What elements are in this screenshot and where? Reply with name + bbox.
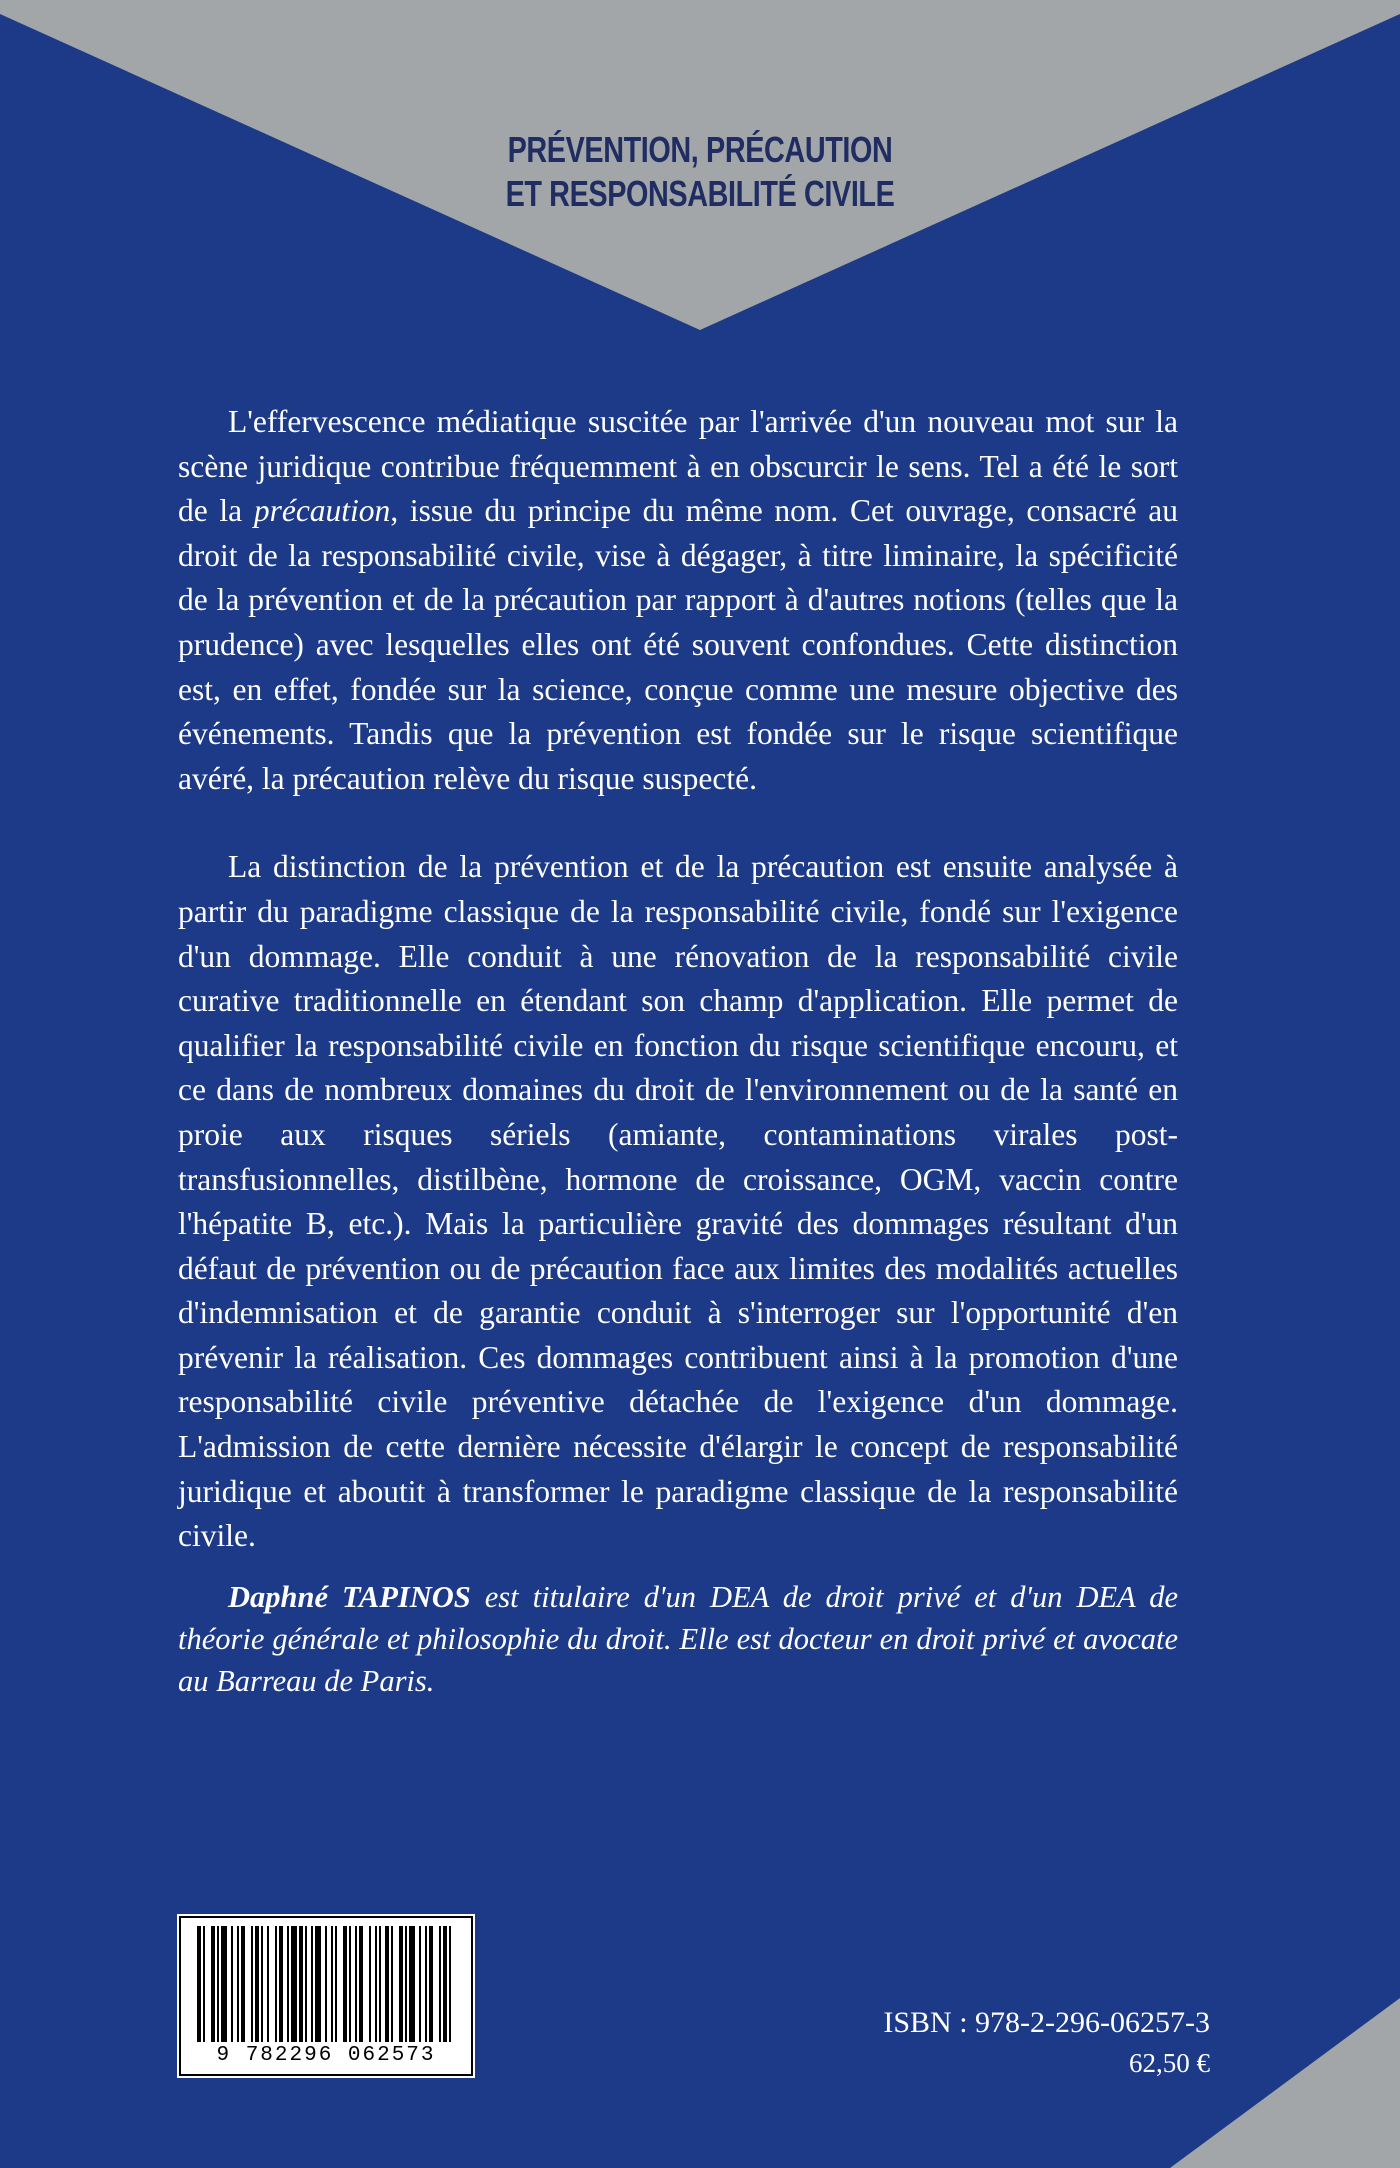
barcode-bar — [405, 1926, 407, 2042]
barcode-bar — [299, 1926, 303, 2042]
barcode-bar — [449, 1926, 451, 2042]
barcode-bar — [443, 1926, 447, 2042]
book-title-line-1: PRÉVENTION, PRÉCAUTION — [507, 129, 893, 170]
barcode-bar — [287, 1926, 289, 2042]
barcode-bar — [231, 1926, 233, 2042]
barcode-bar — [385, 1926, 389, 2042]
barcode-bar — [335, 1926, 337, 2042]
barcode-bar — [331, 1926, 333, 2042]
author-bio-paragraph — [178, 1576, 1178, 1702]
barcode-bar — [279, 1926, 283, 2042]
barcode-bar — [217, 1926, 219, 2042]
barcode-bar — [197, 1926, 201, 2042]
barcode-bar — [241, 1926, 245, 2042]
barcode-bar — [359, 1926, 363, 2042]
summary-paragraph-1 — [178, 400, 1178, 801]
barcode-bar — [355, 1926, 357, 2042]
barcode-bar — [251, 1926, 253, 2042]
barcode-bar — [275, 1926, 277, 2042]
author-bio-text: est titulaire d'un DEA de droit privé et d'un DEA de théorie générale et philosophie du droit. Elle est docteur en droit privé et avocate au Barreau de Paris. — [178, 1580, 1179, 1698]
summary-p1-emphasis: précaution — [253, 493, 391, 529]
barcode-bar — [291, 1926, 297, 2042]
summary-p1-end: , issue du principe du même nom. Cet ouvrage, consacré au droit de la responsabilité civile, vise à dégager, à titre liminaire, la spécificité de la prévention et de la précaution par rapport à d'autres notions (telles que la prudence) avec lesquelles elles ont été souvent confondues. Cette distinction est, en effet, fondée sur la science, conçue comme une mesure objective des événements. Tandis que la prévention est fondée sur le risque scientifique avéré, la précaution relève du risque suspecté. — [178, 493, 1178, 796]
barcode-bar — [325, 1926, 327, 2042]
barcode-bar — [261, 1926, 263, 2042]
isbn-barcode — [177, 1914, 475, 2078]
barcode-bar — [425, 1926, 427, 2042]
author-name: Daphné TAPINOS — [228, 1580, 471, 1614]
summary-text — [178, 400, 1178, 1559]
barcode-bar — [305, 1926, 307, 2042]
barcode-bar — [221, 1926, 227, 2042]
price: 62,50 € — [1129, 2048, 1210, 2078]
barcode-bar — [439, 1926, 441, 2042]
summary-paragraph-2: La distinction de la prévention et de la précaution est ensuite analysée à partir du paradigme classique de la responsabilité civile, fondé sur l'exigence d'un dommage. Elle conduit à une rénovation de la responsabilité civile curative traditionnelle en étendant son champ d'application. Elle permet de qualifier la responsabilité civile en fonction du risque scientifique encouru, et ce dans de nombreux domaines du droit de l'environnement ou de la santé en proie aux risques sériels (amiante, contaminations virales post-transfusionnelles, distilbène, hormone de croissance, OGM, vaccin contre l'hépatite B, etc.). Mais la particulière gravité des dommages résultant d'un défaut de prévention ou de précaution face aux limites des modalités actuelles d'indemnisation et de garantie conduit à s'interroger sur l'opportunité d'en prévenir la réalisation. Ces dommages contribuent ainsi à la promotion d'une responsabilité civile préventive détachée de l'exigence d'un dommage. L'admission de cette dernière nécessite d'élargir le concept de responsabilité juridique et aboutit à transformer le paradigme classique de la responsabilité civile. — [178, 849, 1178, 1554]
barcode-bar — [429, 1926, 433, 2042]
barcode-bar — [379, 1926, 381, 2042]
barcode-bar — [343, 1926, 347, 2042]
barcode-bar — [237, 1926, 239, 2042]
barcode-bar — [203, 1926, 205, 2042]
barcode-bar — [211, 1926, 215, 2042]
book-title — [460, 128, 940, 216]
barcode-digits: 9 782296 062573 — [216, 2044, 436, 2067]
summary-p1-start: L'effervescence médiatique suscitée par l'arrivée d'un nouveau mot sur la scène juridique contribue fréquemment à en obscurcir le sens. Tel a été le sort de la — [178, 404, 1178, 529]
bottom-corner-triangle — [1170, 1998, 1400, 2168]
isbn-number: ISBN : 978-2-296-06257-3 — [883, 2006, 1210, 2039]
author-bio — [178, 1576, 1178, 1702]
barcode-bar — [267, 1926, 269, 2042]
barcode-bar — [349, 1926, 351, 2042]
barcode-bar — [409, 1926, 415, 2042]
book-title-line-2: ET RESPONSABILITÉ CIVILE — [505, 173, 895, 214]
barcode-bar — [369, 1926, 371, 2042]
barcode-bar — [315, 1926, 321, 2042]
barcode-bar — [255, 1926, 259, 2042]
barcode-bar — [311, 1926, 313, 2042]
barcode-bar — [391, 1926, 393, 2042]
barcode-bar — [399, 1926, 403, 2042]
barcode-bar — [419, 1926, 421, 2042]
barcode-bar — [375, 1926, 377, 2042]
